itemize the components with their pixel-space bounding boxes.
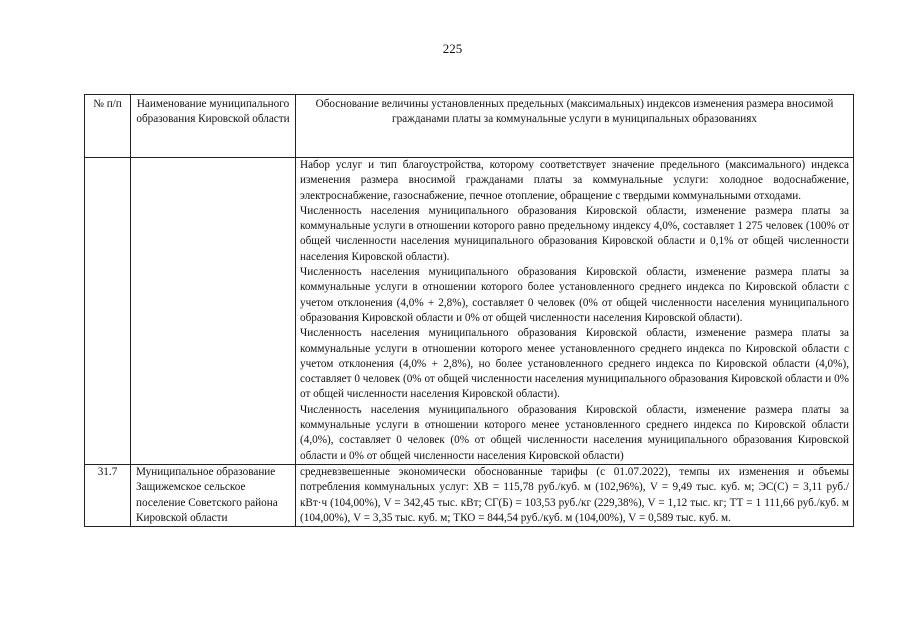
table-row-continuation <box>85 158 854 465</box>
paragraph-population-below: Численность населения муниципального образования Кировской области, изменение размера платы за коммунальные услуги в отношении которого менее установленного среднего индекса по Кировской области (4,0%), составляет 0 человек (0% от общей численности населения муниципального образования Кировской области и 0% от общей численности населения Кировской области) <box>300 403 849 462</box>
header-num: № п/п <box>85 95 131 158</box>
row-basis <box>296 464 854 526</box>
continuation-name-cell <box>131 158 296 465</box>
paragraph-population-between: Численность населения муниципального образования Кировской области, изменение размера платы за коммунальные услуги в отношении которого менее установленного среднего индекса по Кировской области с учетом отклонения (4,0% + 2,8%), но более установленного среднего индекса по Кировской области (4,0%), составляет 0 человек (0% от общей численности населения муниципального образования Кировской области и 0% от общей численности населения Кировской области). <box>300 327 849 401</box>
tariff-paragraph: средневзвешенные экономически обоснованные тарифы (с 01.07.2022), темпы их изменения и объемы потребления коммунальных услуг: ХВ = 115,78 руб./куб. м (102,96%), V = 9,49 тыс. куб. м; ЭС(С) = 3,11 руб./кВт·ч (104,00%), V = 342,45 тыс. кВт; СГ(Б) = 103,53 руб./кг (229,38%), V = 1,12 тыс. кг; ТТ = 1 111,66 руб./куб. м (104,00%), V = 3,35 тыс. куб. м; ТКО = 844,54 руб./куб. м (104,00%), V = 0,589 тыс. куб. м. <box>300 465 849 524</box>
table-header-row <box>85 95 854 158</box>
paragraph-population-equal: Численность населения муниципального образования Кировской области, изменение размера платы за коммунальные услуги в отношении которого равно предельному индексу 4,0%, составляет 1 275 человек (100% от общей численности населения муниципального образования Кировской области и 0,1% от общей численности населения Кировской области). <box>300 204 849 263</box>
paragraph-population-above: Численность населения муниципального образования Кировской области, изменение размера платы за коммунальные услуги в отношении которого более установленного среднего индекса по Кировской области с учетом отклонения (4,0% + 2,8%), составляет 0 человек (0% от общей численности населения муниципального образования Кировской области и 0% от общей численности населения Кировской области). <box>300 266 849 324</box>
continuation-num-cell <box>85 158 131 465</box>
tariff-table <box>84 94 854 527</box>
municipality-name: Муниципальное образование Защижемское сельское поселение Советского района Кировской области <box>131 464 296 526</box>
table-row <box>85 464 854 526</box>
row-number: 31.7 <box>85 464 131 526</box>
header-name: Наименование муниципального образования Кировской области <box>131 95 296 158</box>
paragraph-services: Набор услуг и тип благоустройства, которому соответствует значение предельного (максимального) индекса изменения размера вносимой гражданами платы за коммунальные услуги: холодное водоснабжение, электроснабжение, газоснабжение, печное отопление, обращение с твердыми коммунальными отходами. <box>300 159 849 202</box>
header-basis: Обоснование величины установленных предельных (максимальных) индексов изменения размера вносимой гражданами платы за коммунальные услуги в муниципальных образованиях <box>296 95 854 158</box>
continuation-basis-cell <box>296 158 854 465</box>
page-number: 225 <box>442 41 463 56</box>
